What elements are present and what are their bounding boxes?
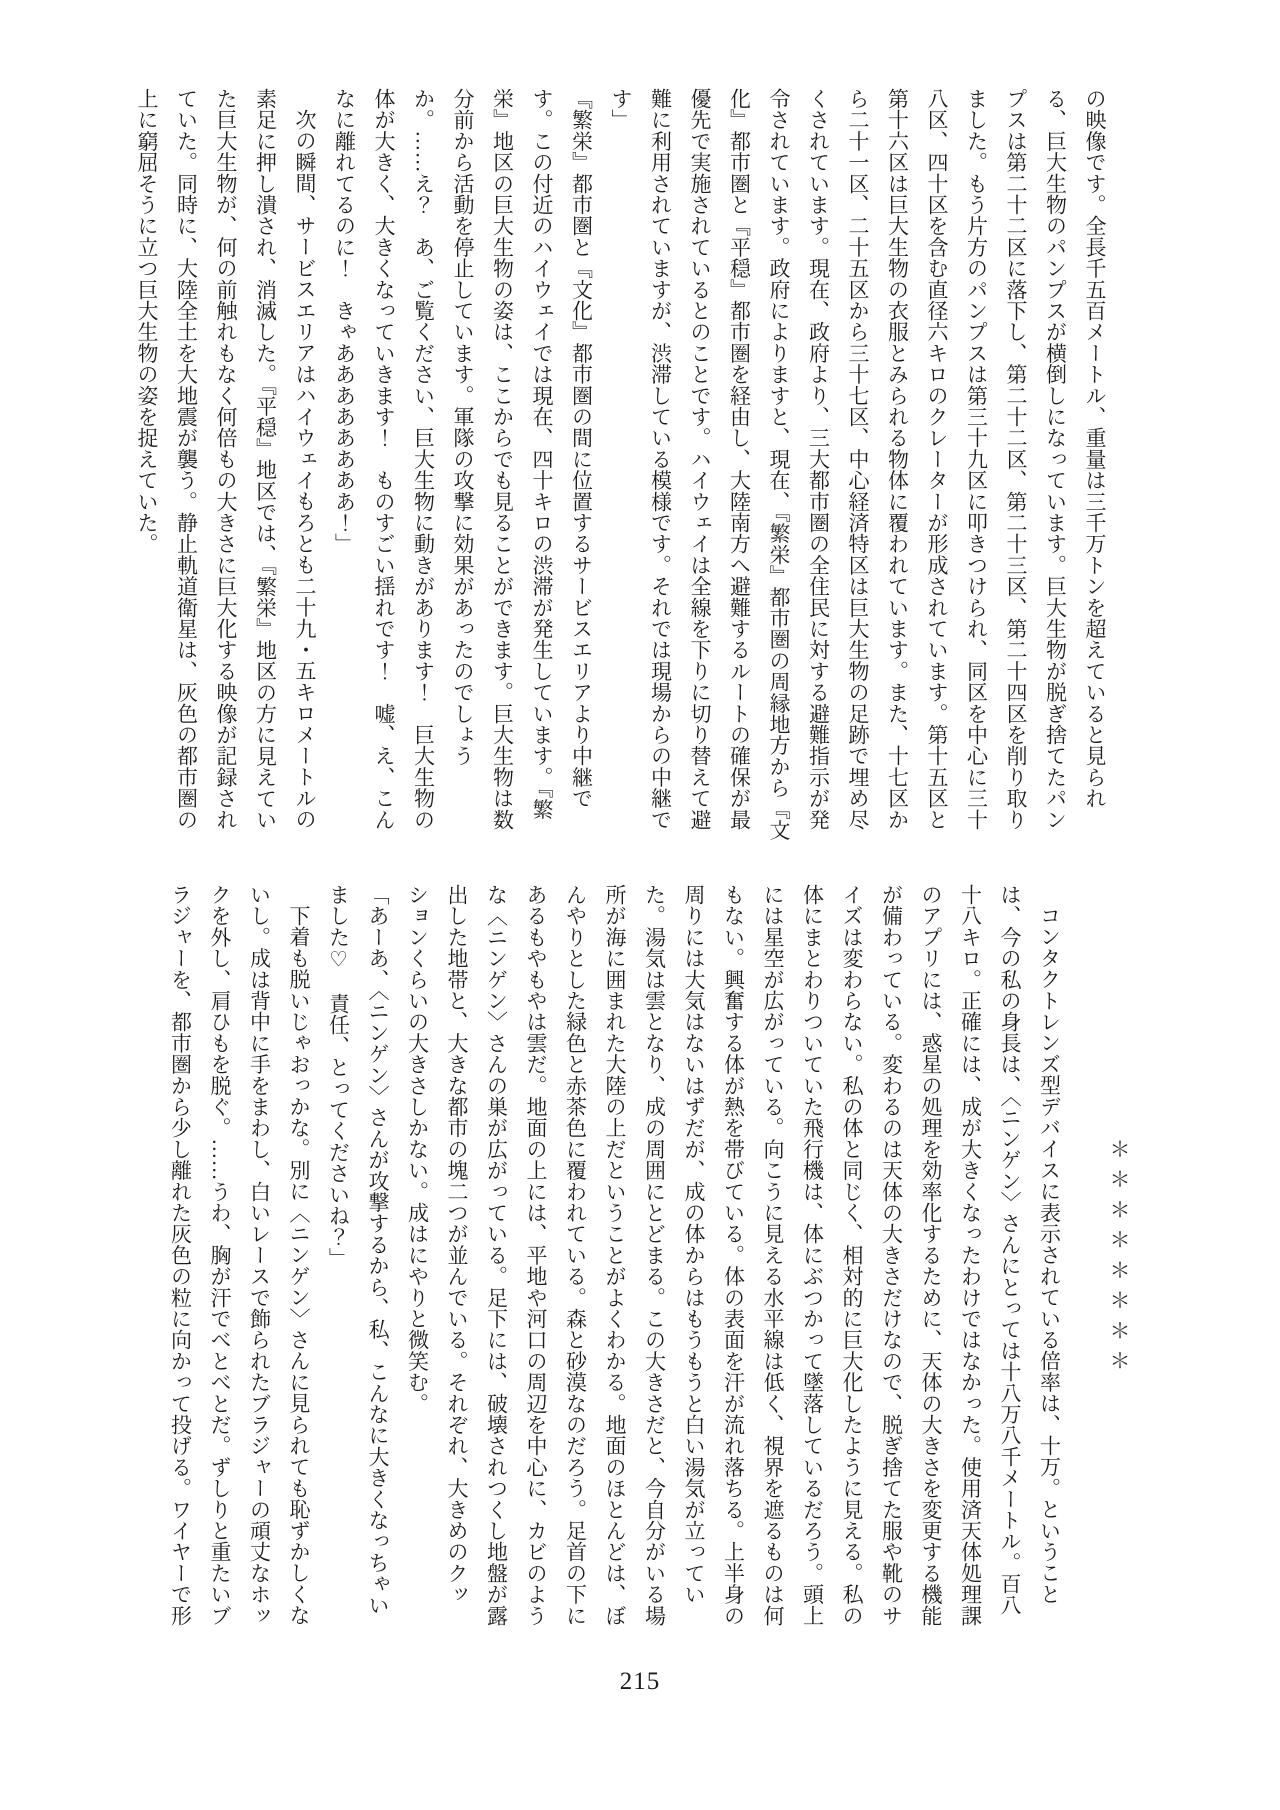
paragraph-narration-giantess: コンタクトレンズ型デバイスに表示されている倍率は、十万。ということは、今の私の身長は、〈ニンゲン〉さんにとっては十八万八千メートル。百八十八キロ。正確には、成が大きくなったわけではなかった。使用済天体処理課のアプリには、惑星の処理を効率化するために、天体の大きさを変更する機能が備わっている。変わるのは天体の大きさだけなので、脱ぎ捨てた服や靴のサイズは変わらない。私の体と同じく、相対的に巨大化したように見える。私の体にまとわりついていた飛行機は、体にぶつかって墜落しているだろう。頭上には星空が広がっている。向こうに見える水平線は低く、視界を遮るものは何もない。興奮する体が熱を帯びている。体の表面を汗が流れ落ちる。上半身の周りには大気はないはずだが、成の体からはもうもうと白い湯気が立っていた。湯気は雲となり、成の周囲にとどまる。この大きさだと、今自分がいる場所が海に囲まれた大陸の上だということがよくわかる。地面のほとんどは、ぼんやりとした緑色と赤茶色に覆われている。森と砂漠なのだろう。足首の下にあるもやもやは雲だ。地面の上には、平地や河口の周辺を中心に、カビのような〈ニンゲン〉さんの巣が広がっている。足下には、破壊されつくし地盤が露出した地帯と、大きな都市の塊二つが並んでいる。それぞれ、大きめのクッションくらいの大きさしかない。成はにやりと微笑む。 — [405, 884, 1062, 1626]
top-text-block — [127, 88, 1115, 844]
paragraph-field-report: 『繁栄』都市圏と『文化』都市圏の間に位置するサービスエリアより中継です。この付近のハイウェイでは現在、四十キロの渋滞が発生しています。『繁栄』地区の巨大生物の姿は、ここからでも見ることができます。巨大生物は数分前から活動を停止しています。軍隊の攻撃に効果があったのでしょうか。……え？ あ、ご覧ください、巨大生物に動きがあります！ 巨大生物の体が大きく、大きくなっていきます！ ものすごい揺れです！ 嘘、え、こんなに離れてるのに！ きゃああああああああ！」 — [332, 88, 594, 830]
scene-break-asterisks: ＊ ＊ ＊ ＊ ＊ ＊ ＊ ＊ — [1107, 1137, 1131, 1373]
paragraph-narration-closing: 下着も脱いじゃおっかな。別に〈ニンゲン〉さんに見られても恥ずかしくないし。成は背中に手をまわし、白いレースで飾られたブラジャーの頑丈なホックを外し、肩ひもを脱ぐ。……うわ、胸が汗でべとべとだ。ずしりと重たいブラジャーを、都市圏から少し離れた灰色の粒に向かって投げる。ワイヤーで形 — [168, 884, 311, 1626]
paragraph-dialogue: 「あーあ、〈ニンゲン〉さんが攻撃するから、私、こんなに大きくなっちゃいました♡ 責任、とってくださいね？」 — [326, 884, 390, 1616]
page-number: 215 — [619, 1668, 661, 1695]
paragraph-broadcast-report: の映像です。全長千五百メートル、重量は三千万トンを超えていると見られる、巨大生物のパンプスが横倒しになっています。巨大生物が脱ぎ捨てたパンプスは第二十二区に落下し、第二十二区、第二十三区、第二十四区を削り取りました。もう片方のパンプスは第三十九区に叩きつけられ、同区を中心に三十八区、四十区を含む直径六キロのクレーターが形成されています。第十五区と第十六区は巨大生物の衣服とみられる物体に覆われています。また、十七区から二十一区、二十五区から三十七区、中心経済特区は巨大生物の足跡で埋め尽くされています。現在、政府より、三大都市圏の全住民に対する避難指示が発令されています。政府によりますと、現在、『繁栄』都市圏の周縁地方から『文化』都市圏と『平穏』都市圏を経由し、大陸南方へ避難するルートの確保が最優先で実施されているとのことです。ハイウェイは全線を下りに切り替えて避難に利用されていますが、渋滞している模様です。それでは現場からの中継です」 — [609, 88, 1107, 841]
paragraph-narration-destruction: 次の瞬間、サービスエリアはハイウェイもろとも二十九・五キロメートルの素足に押し潰され、消滅した。『平穏』地区では、『繁栄』地区の方に見えていた巨大生物が、何の前触れもなく何倍もの大きさに巨大化する映像が記録されていた。同時に、大陸全土を大地震が襲う。静止軌道衛星は、灰色の都市圏の上に窮屈そうに立つ巨大生物の姿を捉えていた。 — [135, 88, 317, 831]
bottom-text-block — [160, 884, 1142, 1626]
